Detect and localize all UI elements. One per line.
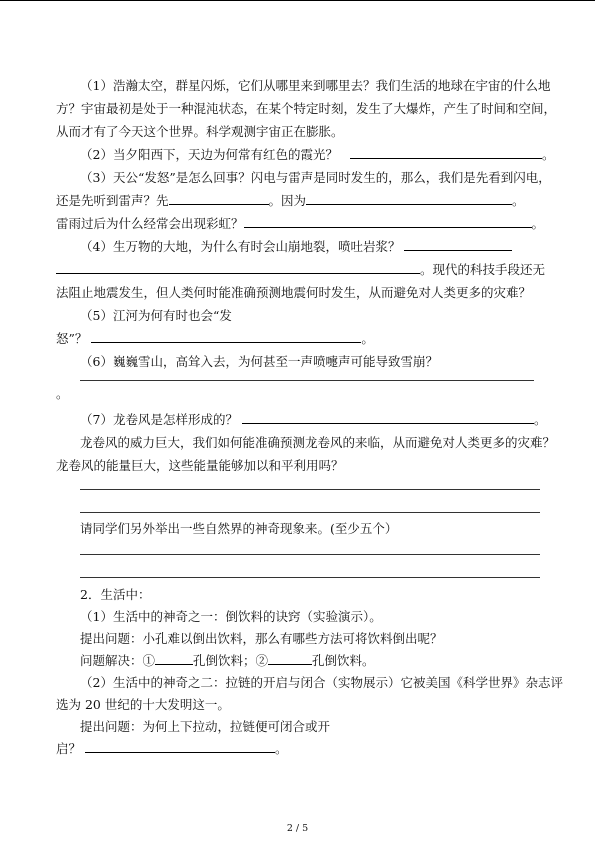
question-6: （6）巍巍雪山，高耸入去，为何甚至一声喷嚏声可能导致雪崩？ — [80, 354, 438, 369]
marvel-1-solution-a: 问题解决：① — [80, 653, 156, 668]
question-5-blank[interactable] — [91, 329, 361, 343]
marvel-2-answer — [56, 739, 546, 759]
marvel-1-blank-1[interactable] — [155, 651, 193, 665]
question-3-end: 。 — [512, 193, 525, 208]
section-2-heading: 2．生活中： — [80, 587, 151, 602]
question-7-blank[interactable] — [242, 410, 534, 424]
para1-line3: 从而才有了今天这个世界。科学观测宇宙正在膨胀。 — [56, 124, 344, 139]
question-2-blank[interactable] — [350, 145, 542, 159]
marvel-1-question: 提出问题：小孔难以倒出饮料，那么有哪些方法可将饮料倒出呢？ — [80, 631, 443, 646]
examples-prompt: 请同学们另外举出一些自然界的神奇现象来。(至少五个） — [80, 521, 398, 536]
marvel-1-solution-c: 孔倒饮料。 — [312, 653, 375, 668]
marvel-1-solution — [80, 651, 546, 671]
marvel-1-blank-2[interactable] — [268, 651, 312, 665]
question-4-blank-b[interactable] — [56, 260, 420, 274]
question-6-end: 。 — [56, 386, 69, 401]
question-2-text: （2）当夕阳西下，天边为何常有红色的霞光？ — [80, 147, 338, 162]
top-border — [0, 0, 595, 1]
question-2 — [80, 145, 555, 165]
question-5-end: 。 — [361, 331, 374, 346]
question-3-rainbow-text: 雷雨过后为什么经常会出现彩虹？ — [56, 216, 244, 231]
examples-answer-line-1[interactable] — [80, 554, 540, 555]
question-4-text: （4）生万物的大地，为什么有时会山崩地裂，喷吐岩浆？ — [80, 239, 401, 254]
marvel-2-line2: 选为 20 世纪的十大发明这一。 — [56, 697, 230, 712]
question-3-line3 — [56, 214, 546, 234]
question-7-text: （7）龙卷风是怎样形成的？ — [80, 412, 238, 427]
marvel-2-blank[interactable] — [85, 739, 275, 753]
para1-line2: 方？宇宙最初是处于一种混沌状态，在某个特定时刻，发生了大爆炸，产生了时间和空间， — [56, 101, 557, 116]
question-5-text: 怒”？ — [56, 331, 88, 346]
marvel-2-end: 。 — [275, 741, 288, 756]
marvel-1-title: （1）生活中的神奇之一：倒饮料的诀窍（实验演示）。 — [80, 609, 382, 624]
question-5-line1: （5）江河为何有时也会“发 — [80, 308, 232, 323]
question-2-end: 。 — [541, 147, 555, 162]
question-7-line3: 龙卷风的能量巨大，这些能量能够加以和平利用吗？ — [56, 458, 344, 473]
question-4-line2 — [56, 260, 546, 280]
question-7-answer-line-2[interactable] — [80, 512, 540, 513]
question-3-rainbow-blank[interactable] — [244, 214, 532, 228]
marvel-1-solution-b: 孔倒饮料；② — [193, 653, 269, 668]
question-6-answer-line[interactable] — [80, 380, 534, 381]
para1-line1: （1）浩瀚太空，群星闪烁，它们从哪里来到哪里去？我们生活的地球在宇宙的什么地 — [80, 78, 551, 93]
question-3-line1: （3）天公“发怒”是怎么回事？闪电与雷声是同时发生的，那么，我们是先看到闪电， — [80, 170, 551, 185]
question-7-line2: 龙卷风的威力巨大，我们如何能准确预测龙卷风的来临，从而避免对人类更多的灾难？ — [80, 435, 556, 450]
question-3-text-b: 。因为 — [268, 193, 307, 208]
question-4-blank-a[interactable] — [404, 237, 512, 251]
question-5-line2 — [56, 329, 546, 349]
question-3-blank-first[interactable] — [169, 191, 269, 205]
question-7 — [80, 410, 546, 430]
question-3-rainbow-end: 。 — [531, 216, 545, 231]
question-4-line1 — [80, 237, 546, 257]
question-3-text-a: 还是先听到雷声？先 — [56, 193, 169, 208]
question-7-end: 。 — [533, 412, 547, 427]
marvel-2-answer-text: 启？ — [56, 741, 82, 756]
question-4-line3: 法阻止地震发生，但人类何时能准确预测地震何时发生，从而避免对人类更多的灾难？ — [56, 285, 532, 300]
examples-answer-line-2[interactable] — [80, 577, 540, 578]
question-3-line2 — [56, 191, 546, 211]
question-3-blank-reason[interactable] — [306, 191, 512, 205]
marvel-2-question: 提出问题：为何上下拉动，拉链便可闭合或开 — [80, 719, 331, 734]
marvel-2-line1: （2）生活中的神奇之二：拉链的开启与闭合（实物展示）它被美国《科学世界》杂志评 — [80, 675, 563, 690]
question-4-text-b: 。现代的科技手段还无 — [420, 262, 546, 277]
question-7-answer-line-1[interactable] — [80, 489, 540, 490]
page-number: 2 / 5 — [286, 823, 309, 834]
